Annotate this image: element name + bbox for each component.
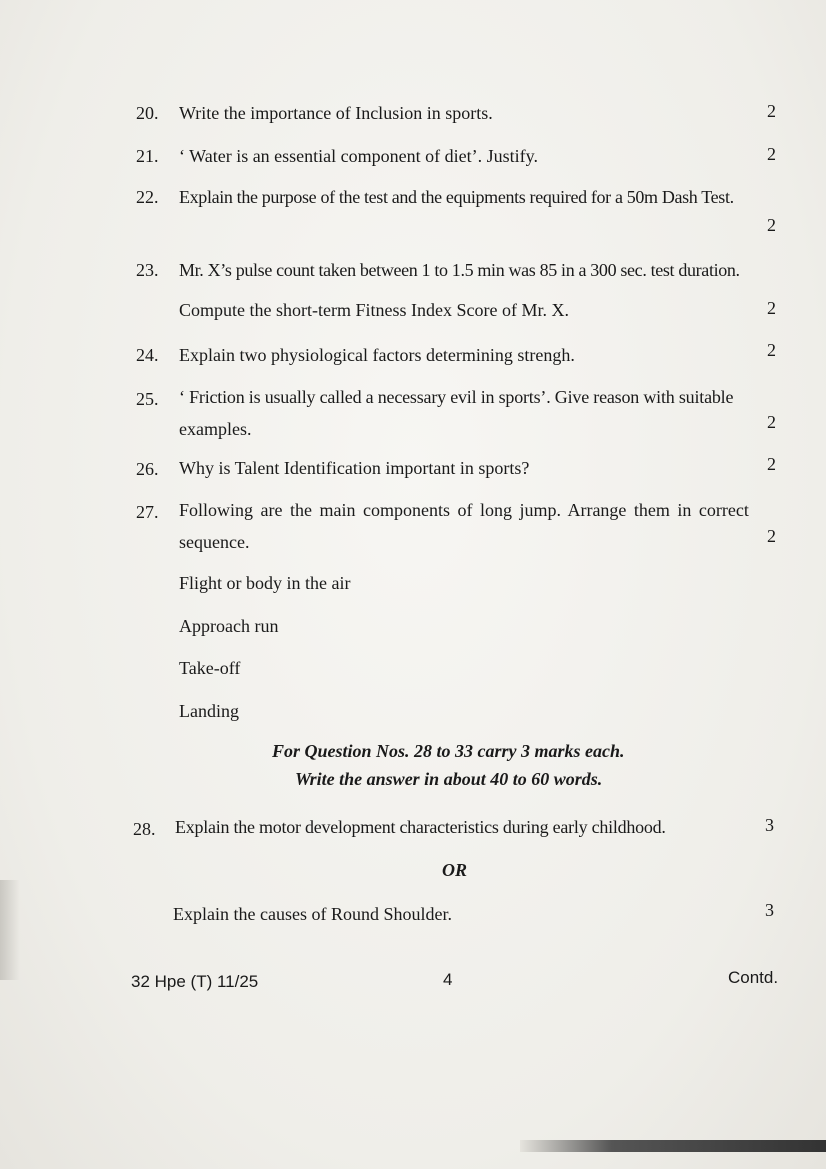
question-text: ‘ Water is an essential component of diet’. Justify. xyxy=(179,146,538,166)
question-marks: 2 xyxy=(767,215,776,235)
question-text: Write the importance of Inclusion in sports. xyxy=(179,103,493,123)
question-text: Explain the causes of Round Shoulder. xyxy=(173,904,452,924)
question-marks: 2 xyxy=(767,526,776,546)
option-item: Flight or body in the air xyxy=(179,573,351,593)
section-instruction: For Question Nos. 28 to 33 carry 3 marks each. xyxy=(272,741,625,761)
option-item: Approach run xyxy=(179,616,279,636)
question-marks: 2 xyxy=(767,340,776,360)
question-text: Explain the motor development characteristics during early childhood. xyxy=(175,817,666,837)
question-text: Explain two physiological factors determining strengh. xyxy=(179,345,575,365)
question-number: 23. xyxy=(136,260,159,280)
question-marks: 2 xyxy=(767,144,776,164)
question-number: 28. xyxy=(133,819,156,839)
question-number: 20. xyxy=(136,103,159,123)
continued-label: Contd. xyxy=(728,968,779,987)
question-text: sequence. xyxy=(179,532,250,552)
section-instruction: Write the answer in about 40 to 60 words. xyxy=(295,769,603,789)
question-marks: 2 xyxy=(767,454,776,474)
question-text: Following are the main components of long jump. Arrange them in correct xyxy=(179,500,749,520)
question-marks: 3 xyxy=(765,900,774,920)
paper-code: 32 Hpe (T) 11/25 xyxy=(131,972,259,991)
question-number: 22. xyxy=(136,187,159,207)
question-text: Why is Talent Identification important in sports? xyxy=(179,458,530,478)
option-item: Take-off xyxy=(179,658,241,678)
question-number: 21. xyxy=(136,146,159,166)
question-number: 25. xyxy=(136,389,159,409)
question-number: 27. xyxy=(136,502,159,522)
question-marks: 2 xyxy=(767,298,776,318)
question-text: examples. xyxy=(179,419,252,439)
scan-bottom-edge xyxy=(520,1140,826,1152)
question-text: Compute the short-term Fitness Index Score of Mr. X. xyxy=(179,300,569,320)
question-marks: 2 xyxy=(767,412,776,432)
question-number: 24. xyxy=(136,345,159,365)
option-item: Landing xyxy=(179,701,239,721)
question-text: Mr. X’s pulse count taken between 1 to 1.5 min was 85 in a 300 sec. test duration. xyxy=(179,260,740,280)
page-number: 4 xyxy=(443,970,453,989)
question-marks: 3 xyxy=(765,815,774,835)
question-marks: 2 xyxy=(767,101,776,121)
question-text: ‘ Friction is usually called a necessary evil in sports’. Give reason with suitable xyxy=(179,387,734,407)
question-text: Explain the purpose of the test and the equipments required for a 50m Dash Test. xyxy=(179,187,734,207)
question-number: 26. xyxy=(136,459,159,479)
or-separator: OR xyxy=(442,860,468,880)
page-edge-shadow xyxy=(0,880,20,980)
